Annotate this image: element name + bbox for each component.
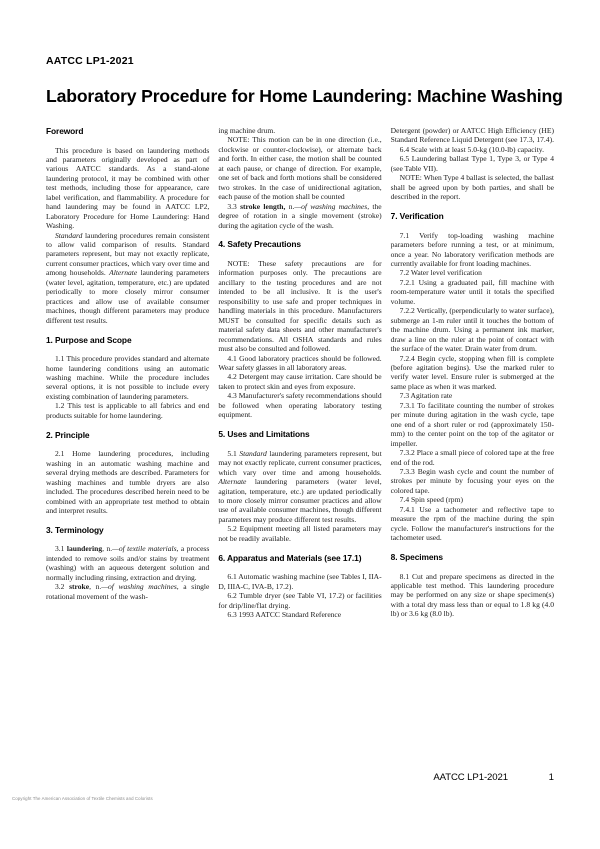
paragraph-7-2: 7.2 Water level verification — [399, 268, 482, 278]
heading-section-3: 3. Terminology — [46, 524, 104, 535]
heading-section-4: 4. Safety Precautions — [218, 239, 301, 250]
column-2 — [218, 126, 381, 756]
paragraph-7-2-1: 7.2.1 Using a graduated pail, fill machine with room-temperature water until it totals the specified volume. — [390, 277, 554, 306]
heading-section-7: 7. Verification — [390, 211, 444, 222]
paragraph-8-1: 8.1 Cut and prepare specimens as directed in the applicable test method. This laundering procedure may be performed on any size or shape specimen(s) with a total dry mass less than or equal to 1.8 kg (4.0 lb) or 3.6 kg (8.0 lb). — [390, 571, 554, 619]
definition-3-3: , the degree of rotation in a single movement (stroke) during the agitation cycle of the wash. — [218, 201, 382, 230]
paragraph-4-1: 4.1 Good laboratory practices should be followed. Wear safety glasses in all laboratory areas. — [218, 353, 382, 372]
term-stroke: stroke — [69, 582, 90, 592]
note-ballast-type-4: NOTE: When Type 4 ballast is selected, the ballast shall be agreed upon by both parties, and shall be described in the report. — [390, 173, 554, 202]
paragraph-4-3: 4.3 Manufacturer's safety recommendations should be followed when operating laboratory testing equipment. — [218, 391, 382, 420]
heading-section-1: 1. Purpose and Scope — [46, 334, 132, 345]
paragraph-7-1: 7.1 Verify top-loading washing machine parameters before running a test, or at minimum, once a year. No laboratory verification methods are currently available for front loading machines. — [390, 230, 554, 268]
paragraph-3-2 — [46, 582, 209, 601]
paragraph-3-1 — [46, 544, 209, 582]
paragraph-7-2-2: 7.2.2 Vertically, (perpendicularly to water surface), submerge an 1-m ruler until it touches the bottom of the machine drum. Using a permanent ink marker, draw a line on the ruler at the point of contact with the surface of the water. Drain water from drum. — [390, 306, 554, 354]
pos-3-2: , n. — [89, 582, 102, 592]
clause-number-3-3: 3.3 — [227, 201, 241, 211]
term-alternate: Alternate — [109, 268, 138, 278]
scope-3-2: —of washing machines — [101, 582, 177, 592]
term-standard: Standard — [55, 230, 83, 240]
text-foreword-2-tail: laundering parameters (water level, agitation, temperature, etc.) are updated periodically to more closely mirror consumer practices and allow use of available consumer machines, though different parameters may produce different test results. — [46, 268, 210, 325]
heading-section-2: 2. Principle — [46, 429, 90, 440]
pos-3-1: , n. — [102, 544, 113, 554]
paragraph-1-2: 1.2 This test is applicable to all fabrics and end products suitable for home laundering. — [46, 401, 210, 420]
column-1 — [46, 126, 209, 756]
footer-page-number: 1 — [548, 772, 554, 783]
paragraph-6-1: 6.1 Automatic washing machine (see Tables I, IIA-D, IIIA-C, IVA-B, 17.2). — [218, 572, 382, 591]
footer-document-id: AATCC LP1-2021 — [433, 772, 508, 783]
paragraph-6-5: 6.5 Laundering ballast Type 1, Type 3, or Type 4 (see Table VII). — [390, 154, 554, 173]
clause-number-3-2: 3.2 — [55, 582, 70, 592]
paragraph-2-1: 2.1 Home laundering procedures, including washing in an automatic washing machine and several drying methods are described. Parameters for washing machines and tumble dryers are also included. The procedures described herein need to be combined with an appropriate test method to obtain and interpret results. — [46, 449, 210, 515]
paragraph-7-4: 7.4 Spin speed (rpm) — [399, 495, 463, 505]
text-5-1-tail: laundering parameters (water level, agitation, temperature, etc.) are updated periodically to more closely mirror consumer practices and allow use of available consumer machines, though different parameters may produce different test results. — [218, 477, 382, 524]
paragraph-foreword-2 — [46, 231, 209, 326]
paragraph-5-1 — [218, 449, 381, 525]
paragraph-6-3-start: 6.3 1993 AATCC Standard Reference — [227, 610, 342, 620]
page-footer — [46, 772, 554, 783]
paragraph-continuation-drum: ing machine drum. — [218, 126, 276, 135]
paragraph-5-2: 5.2 Equipment meeting all listed parameters may not be readily available. — [218, 524, 382, 543]
paragraph-7-4-1: 7.4.1 Use a tachometer and reflective tape to measure the rpm of the machine during the spin cycle. Follow the manufacturer's instructions for the tachometer used. — [390, 504, 554, 543]
scope-3-1: —of textile materials — [112, 544, 177, 554]
text-5-1-mid: laundering parameters represent, but may not exactly replicate, current consumer practices, which vary over time and among households. — [218, 448, 382, 477]
copyright-notice: Copyright The American Association of Textile Chemists and Colorists — [12, 796, 153, 801]
paragraph-7-3-2: 7.3.2 Place a small piece of colored tape at the free end of the rod. — [390, 448, 554, 467]
paragraph-foreword-1: This procedure is based on laundering methods and parameters originally developed as part of various AATCC standards. As a stand-alone laundering protocol, it may be combined with other test methods, including those for appearance, care label verification, and flammability. A procedure for hand laundering may be found in AATCC LP2, Laboratory Procedure for Home Laundering: Hand Washing. — [46, 145, 210, 231]
definition-3-1: , a process intended to remove soils and/or stains by treatment (washing) with an aqueous detergent solution and normally including rinsing, extraction and drying. — [46, 544, 210, 582]
paragraph-6-4: 6.4 Scale with at least 5.0-kg (10.0-lb) capacity. — [399, 144, 544, 154]
clause-number-5-1: 5.1 — [227, 448, 240, 458]
three-column-body — [46, 126, 554, 756]
paragraph-7-2-4: 7.2.4 Begin cycle, stopping when fill is complete (before agitation begins). Use the marked ruler to verify water level. Ensure ruler is submerged at the same place as when it was marked. — [390, 353, 554, 391]
scope-3-3: —of washing machines — [294, 201, 368, 211]
paragraph-7-3-3: 7.3.3 Begin wash cycle and count the number of strokes per minute by focusing your eyes on the colored tape. — [390, 466, 554, 495]
column-3 — [391, 126, 554, 756]
clause-number-3-1: 3.1 — [55, 544, 67, 554]
heading-section-8: 8. Specimens — [390, 552, 443, 563]
paragraph-4-2: 4.2 Detergent may cause irritation. Care should be taken to protect skin and eyes from exposure. — [218, 372, 382, 391]
definition-3-2: , a single rotational movement of the wash- — [46, 582, 210, 601]
term-alternate-5-1: Alternate — [218, 477, 247, 487]
term-stroke-length: stroke length, — [240, 201, 286, 211]
paragraph-7-3-1: 7.3.1 To facilitate counting the number of strokes per minute during agitation in the wash cycle, tape one end of a short ruler or rod (approximately 150-mm) to the center point on the top of the agitator or impeller. — [390, 400, 554, 448]
note-stroke-motion: NOTE: This motion can be in one direction (i.e., clockwise or counter-clockwise), or alternate back and forth. In either case, the motion shall be counted at each pause, or change of direction. For example, one set of back and forth motions shall be considered two strokes. In the case of unidirectional agitation, each pause of the motion shall be counted — [218, 135, 382, 202]
paragraph-7-3: 7.3 Agitation rate — [399, 391, 453, 401]
heading-section-5: 5. Uses and Limitations — [218, 429, 310, 440]
note-safety-precautions: NOTE: These safety precautions are for information purposes only. The precautions are ancillary to the testing procedures and are not intended to be all inclusive. It is the user's responsibility to use safe and proper techniques in handling materials in this procedure. Manufacturers MUST be consulted for specific details such as material safety data sheets and other manufacturer's recommendations. All OSHA standards and rules must also be consulted and followed. — [218, 258, 382, 354]
paragraph-3-3 — [218, 202, 381, 230]
heading-section-6: 6. Apparatus and Materials (see 17.1) — [218, 552, 362, 563]
term-standard-5-1: Standard — [239, 448, 267, 458]
document-id-header: AATCC LP1-2021 — [46, 55, 134, 67]
text-foreword-2-mid: laundering procedures remain consistent to allow valid comparison of results. Standard parameters represent, but may not exactly replicate, current consumer practices, which vary over time and among households. — [46, 230, 210, 278]
paragraph-6-2: 6.2 Tumble dryer (see Table VI, 17.2) or facilities for drip/line/flat drying. — [218, 591, 382, 610]
paragraph-6-3-continuation: Detergent (powder) or AATCC High Efficiency (HE) Standard Reference Liquid Detergent (see 17.3, 17.4). — [390, 126, 554, 145]
pos-3-3: n. — [285, 201, 295, 211]
heading-foreword: Foreword — [46, 126, 84, 136]
term-laundering: laundering — [66, 544, 103, 554]
page-title: Laboratory Procedure for Home Laundering: Machine Washing — [46, 86, 563, 106]
paragraph-1-1: 1.1 This procedure provides standard and alternate home laundering conditions using an automatic washing machine. While the procedure includes several options, it is not possible to include every existing combination of laundering parameters. — [46, 354, 210, 401]
